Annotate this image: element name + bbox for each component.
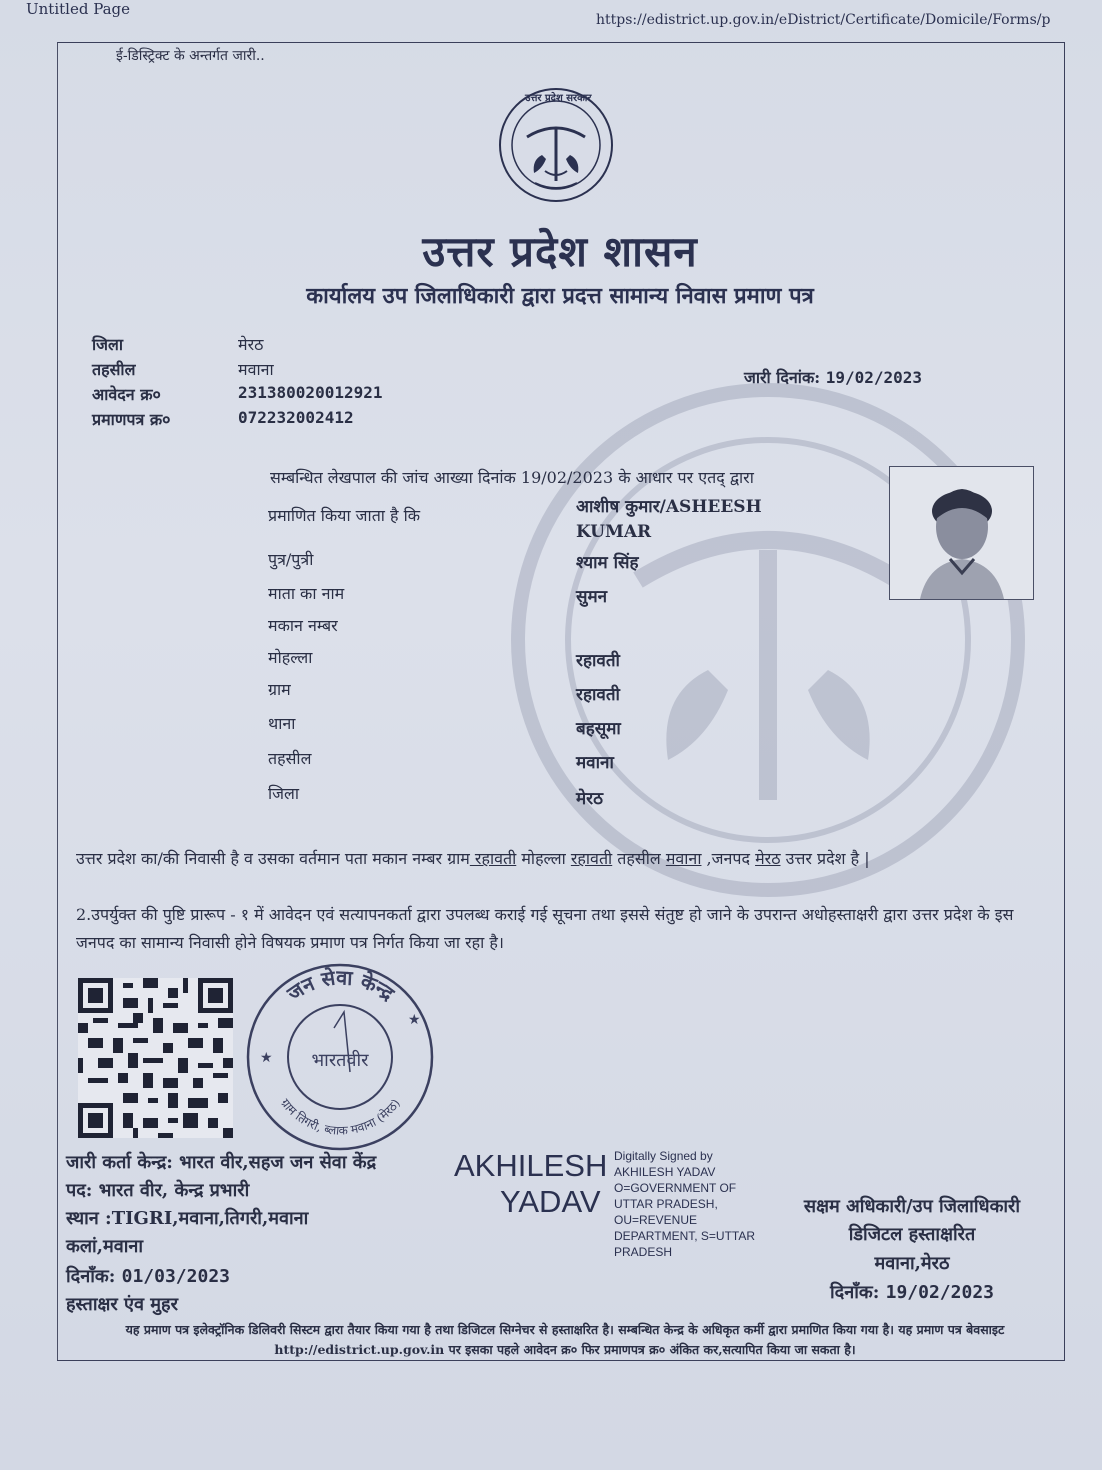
mother-value: सुमन	[576, 587, 608, 607]
applicant-name-line1: आशीष कुमार/ASHEESH	[576, 497, 762, 517]
police-station-value: बहसूमा	[576, 719, 621, 739]
signer-name-line2: YADAV	[500, 1184, 601, 1219]
issue-date-value: 19/02/2023	[825, 368, 923, 387]
meta-tehsil-label: तहसील	[92, 360, 136, 379]
field-tehsil-value: मवाना	[576, 753, 614, 773]
meta-district-label: जिला	[92, 335, 124, 354]
para1-text-4: ,जनपद	[701, 849, 756, 868]
applicant-name-line2: KUMAR	[576, 522, 652, 542]
house-number-label: मकान नम्बर	[268, 616, 338, 635]
stamp-top-text: जन सेवा केन्द्र	[282, 965, 399, 1006]
village-value: रहावती	[576, 685, 620, 705]
certificate-title: कार्यालय उप जिलाधिकारी द्वारा प्रदत्त सामान्य निवास प्रमाण पत्र	[306, 283, 814, 309]
para1-tehsil: मवाना	[665, 849, 702, 868]
para1-locality: रहावती	[570, 849, 613, 868]
svg-text:ग्राम तिगरी, ब्लाक मवाना (मेरठ	[278, 1096, 403, 1138]
page-title: Untitled Page	[26, 0, 131, 18]
authority-date-label: दिनाँक:	[830, 1282, 880, 1303]
issuer-date-value: 01/03/2023	[121, 1266, 230, 1287]
meta-application-label: आवेदन क्र०	[92, 385, 161, 404]
field-district-value: मेरठ	[576, 789, 603, 809]
sig-info-line: Digitally Signed by	[614, 1149, 713, 1163]
issuer-signature-line: हस्ताक्षर एंव मुहर	[66, 1294, 178, 1315]
sig-info-line: PRADESH	[614, 1245, 673, 1259]
sig-info-line: OU=REVENUE	[614, 1213, 698, 1227]
issuer-post: पद: भारत वीर, केन्द्र प्रभारी	[66, 1180, 250, 1201]
police-station-label: थाना	[268, 714, 296, 733]
svg-text:★: ★	[408, 1012, 421, 1028]
para1-text-5: उत्तर प्रदेश है |	[780, 849, 870, 868]
government-title: उत्तर प्रदेश शासन	[422, 227, 698, 276]
digital-signature-info	[614, 1148, 755, 1260]
certificate-border-bottom	[57, 1360, 1065, 1361]
field-tehsil-label: तहसील	[268, 749, 312, 768]
para1-text-2: मोहल्ला	[516, 849, 571, 868]
qr-code	[78, 978, 233, 1138]
sig-info-line: O=GOVERNMENT OF	[614, 1181, 737, 1195]
page-url: https://edistrict.up.gov.in/eDistrict/Certificate/Domicile/Forms/p	[596, 12, 1051, 28]
person-photo-icon	[890, 467, 1033, 599]
locality-label: मोहल्ला	[268, 648, 313, 667]
issuer-place: स्थान :TIGRI,मवाना,तिगरी,मवाना	[66, 1208, 309, 1229]
meta-certificate-number: 072232002412	[238, 408, 354, 427]
para1-text-3: तहसील	[612, 849, 666, 868]
residence-statement	[76, 845, 1036, 873]
svg-text:★: ★	[260, 1050, 273, 1066]
para1-village: रहावती	[469, 849, 517, 868]
meta-certificate-label: प्रमाणपत्र क्र०	[92, 410, 171, 429]
locality-value: रहावती	[576, 651, 620, 671]
issuer-place-continued: कलां,मवाना	[66, 1236, 144, 1257]
signer-name-line1: AKHILESH	[454, 1148, 608, 1183]
meta-application-number: 231380020012921	[238, 383, 383, 402]
sig-info-line: UTTAR PRADESH,	[614, 1197, 718, 1211]
issuing-center: जारी कर्ता केन्द्र: भारत वीर,सहज जन सेवा केंद्र	[66, 1152, 377, 1173]
village-label: ग्राम	[268, 680, 291, 699]
authority-designation: सक्षम अधिकारी/उप जिलाधिकारी	[803, 1196, 1021, 1217]
inquiry-statement: सम्बन्धित लेखपाल की जांच आख्या दिनांक 19/02/2023 के आधार पर एतद् द्वारा	[270, 468, 754, 487]
issue-date-label: जारी दिनांक:	[744, 368, 821, 387]
issuer-date	[66, 1264, 230, 1288]
authority-digital-signed: डिजिटल हस्ताक्षरित	[848, 1224, 976, 1245]
para1-text-1: उत्तर प्रदेश का/की निवासी है व उसका वर्तमान पता मकान नम्बर ग्राम	[76, 849, 470, 868]
authority-date	[752, 1280, 1072, 1304]
sig-info-line: DEPARTMENT, S=UTTAR	[614, 1229, 756, 1243]
issuer-date-label: दिनाँक:	[66, 1266, 116, 1287]
meta-district-value: मेरठ	[238, 335, 264, 354]
parent-value: श्याम सिंह	[576, 553, 639, 573]
sig-info-line: AKHILESH YADAV	[614, 1165, 716, 1179]
issued-under-text: ई-डिस्ट्रिक्ट के अन्तर्गत जारी..	[116, 48, 265, 64]
svg-text:जन सेवा केन्द्र	[282, 965, 400, 1006]
field-district-label: जिला	[268, 784, 300, 803]
stamp-bottom-text: ग्राम तिगरी, ब्लाक मवाना (मेरठ)	[278, 1096, 403, 1138]
authority-location: मवाना,मेरठ	[874, 1253, 950, 1274]
authority-date-value: 19/02/2023	[885, 1282, 994, 1303]
jan-seva-kendra-stamp	[238, 962, 443, 1152]
footer-verification-note: यह प्रमाण पत्र इलेक्ट्रॉनिक डिलिवरी सिस्टम द्वारा तैयार किया गया है तथा डिजिटल सिग्नेचर से हस्ताक्षरित है। सम्बन्धित केन्द्र के अधिकृत कर्मी द्वारा प्रमाणित किया गया है। यह प्रमाण पत्र बेवसाइट http://edistrict.up.gov.in पर इसका पहले आवेदन क्र० फिर प्रमाणपत्र क्र० अंकित कर,सत्यापित किया जा सकता है।	[125, 1322, 1005, 1357]
watermark-emblem-icon	[488, 380, 1048, 900]
confirmation-statement: 2.उपर्युक्त की पुष्टि प्रारूप - १ में आवेदन एवं सत्यापनकर्ता द्वारा उपलब्ध कराई गई सूचना तथा इससे संतुष्ट हो जाने के उपरान्त अधोहस्ताक्षरी द्वारा उत्तर प्रदेश के इस जनपद का सामान्य निवासी होने विषयक प्रमाण पत्र निर्गत किया जा रहा है।	[76, 905, 1014, 952]
emblem-caption: उत्तर प्रदेश सरकार	[525, 93, 592, 104]
meta-tehsil-value: मवाना	[238, 360, 274, 379]
certify-label: प्रमाणित किया जाता है कि	[268, 506, 421, 525]
print-header	[0, 0, 1102, 40]
mother-label: माता का नाम	[268, 584, 345, 603]
parent-label: पुत्र/पुत्री	[268, 550, 314, 569]
stamp-center-text: भारतवीर	[311, 1050, 369, 1071]
applicant-photo	[889, 466, 1034, 600]
para1-district: मेरठ	[755, 849, 781, 868]
